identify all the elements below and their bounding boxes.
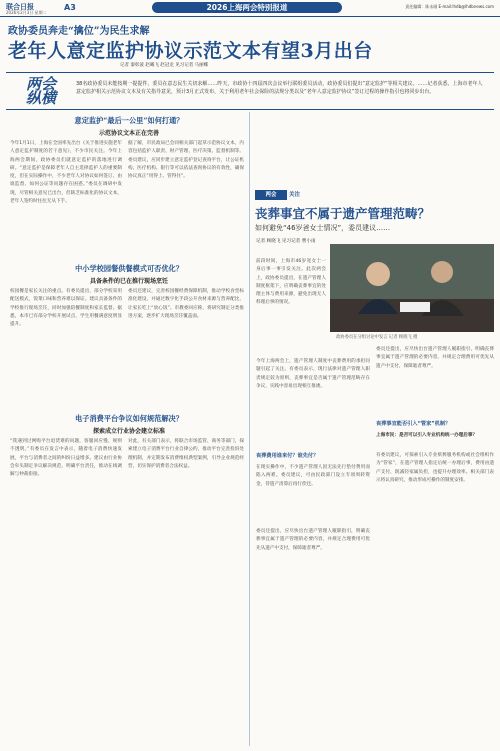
right-byline: 记者 顾晓飞 见习记者 曹小雨 [256,239,316,244]
special-report-banner: 2026上海两会特别报道 [152,2,342,13]
section3-title: 电子消费平台争议如何规范解决？ [75,414,183,423]
right-body-b: 委员还提出，应尽快出台遗产管理人履职指引，明确丧葬事宜属于遗产管理的必要内容，并规定合理费用可优先从遗产中支付，保障逝者尊严。 [256,529,370,551]
right-subtitle: 如何避免“46岁爸女士情况”，委员建议…… [255,224,391,232]
question1-heading: 丧葬费用谁来付？谁先付？ [256,453,319,459]
dateline: 2026年2月3日 星期二 [6,10,47,15]
section-tag-secondary: 关注 [289,192,301,198]
section1-body-left: 今年1月1日，上海在全国率先出台《关于推进实施老年人意定监护制度的若干意见》，不少市民关注。今年上海两会期间，政协委员们就意定监护的落地进行调研。“意定监护是保障老年人自主选择监护人的重要制度，但在实际操作中，不少老年人对协议如何签订、由谁监督、如何公证等问题存在困惑。”委员在调研中发现，尽管相关意见已出台，但缺乏标准化的协议文本，老年人签约时往往无从下手。 [10,141,122,205]
section2-title: 中小学校园餐供餐模式可否优化？ [75,264,183,273]
section1-subtitle: 示范协议文本正在完善 [98,130,159,137]
section3-body-right: 对此，有关部门表示，将联合市场监管、商务等部门，探索建立电子消费平台行业自律公约，推动平台完善投诉处理机制，并定期发布消费维权典型案例，引导企业规范经营，切实保护消费者合法权益。 [128,439,244,469]
masthead-title: 联合日报 [6,3,34,11]
news-photo [330,244,494,332]
lead-box [6,72,494,110]
right-body-b2: 委员还提出，应尽快出台遗产管理人履职指引，明确丧葬事宜属于遗产管理的必要内容，并规定合理费用可优先从遗产中支付，保障逝者尊严。 [376,347,494,369]
page-number: A3 [64,3,76,12]
lianghui-logo [16,77,64,105]
article-byline: 记者 秦彰波 赵曦飞 赵冠龙 见习记者 马丽娜 [120,63,209,68]
section1-body-right: 据了解，市民政局已会同相关部门起草示范协议文本，内容包括监护人职责、财产管理、医疗决策、监督机制等。委员建议，应同步建立意定监护登记查询平台，让公证机构、医疗机构、银行等可以依法查询协议的有效性，确保协议真正“用得上、管得住”。 [128,141,244,180]
right-headline: 丧葬事宜不属于遗产管理范畴？ [255,206,431,221]
top-bar [0,0,500,17]
photo-caption: 政协委员在分组讨论中发言 记者 顾晓飞 摄 [336,335,418,340]
question2-subheading: 上海市民：是否可以引入专业机构统一办理后事？ [376,433,478,438]
lianghui-label: 两会纵横 [26,75,57,107]
article-headline: 老年人意定监护协议示范文本有望3月出台 [8,40,373,62]
editor-info: 责任编辑：陈永刚 E-mail:lhdb@lhdbnews.com [405,4,494,9]
section1-title: 意定监护“最后一公里”如何打通？ [74,116,184,125]
right-intro: 前段时间，上海市46岁宽女士一身后事一事引发关注。此次两会上，政协委员提出，在遗产管理人制度框架下，应明确丧葬事宜的处理主体与费用来源，避免出现无人料理后事的情况。 [256,259,326,306]
section2-subtitle: 具备条件的已在推行现场烹饪 [89,278,168,285]
question2-heading: 丧葬事宜能否引入“管家”机制？ [376,421,451,427]
article-kicker: 政协委员奔走“擒位”为民生求解 [8,26,150,37]
right-body-a: 今年上海两会上，遗产管理人制度中丧葬费用的承担问题引起了关注。有委员表示，现行法律对遗产管理人职责规定较为原则，丧葬事宜是否属于遗产管理范畴存在争议，实践中容易出现相互推诿。 [256,359,370,389]
section3-subtitle: 探索成立行业协会建立标准 [92,428,165,435]
section2-body-right: 委员还建议，完善校园餐经费保障机制，推动学校食堂标准化建设，并通过数字化手段公开食材来源与营养配比，让家长吃上“放心饭”。市教委回应称，将研究制定分类推进方案，逐步扩大现场烹饪覆盖面。 [128,289,244,319]
section3-body-left: “我遇到过网购平台退货难的问题，客服回应慢、规则不透明。”有委员在发言中表示，随着电子消费快速发展，平台与消费者之间的纠纷日益增多。建议由行业协会牵头制定争议解决规范，明确平台责任，推动在线调解与仲裁衔接。 [10,439,122,478]
column-divider [249,112,250,746]
question1-body: 在现实操作中，不少遗产管理人因无法先行垫付费用而陷入两难。委员建议，可由民政部门设立专项周转资金，待遗产清算后再行偿还。 [256,465,370,487]
lead-paragraph: 38名政协委员未能按期一提提件，委员在意志民生关切求解……昨天，市政协十四届四次会议举行联组委员活动，政协委员们提出“意定监护”等相关建议。……记者获悉，上海市老年人意定监护相关示范协议文本及有关指导意见，预计3月正式发布，关于利用老年社会保险的法规分类以及“老年人意定监护协议”签订过程的操作指引也将同步出台。 [76,81,483,95]
section-tag: 两会 [255,190,287,200]
question2-body: 有委员建议，可探索引入专业殡葬服务机构或社会组织作为“管家”，在遗产管理人指定后统一办理后事，费用由遗产支付，既减轻家属负担，也提升办理效率。相关部门表示将认真研究，推动形成可操作的制度安排。 [376,453,494,483]
section2-body-left: 校园餐是家长关注的重点。有委员提出，部分学校采用配送模式，饭菜口味和营养难以保证。建议具备条件的学校推行现场烹饪，同时加强陪餐制度和家长监督。据悉，本市已有部分学校开展试点，学生用餐满意度明显提升。 [10,289,122,328]
